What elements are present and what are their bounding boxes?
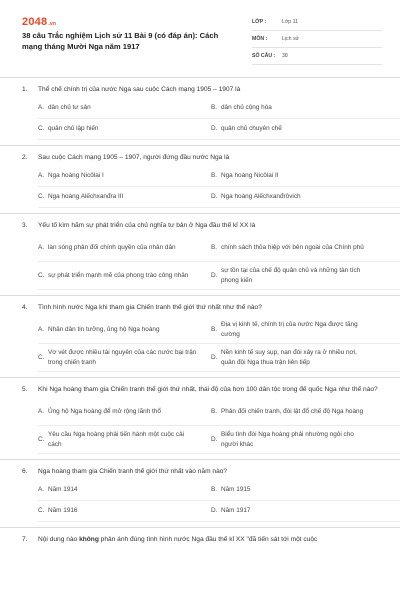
option-a[interactable] xyxy=(38,407,211,417)
answer-options xyxy=(38,234,400,290)
question-number: 6. xyxy=(22,468,28,475)
option-text: Ủng hộ Nga hoàng để mở rộng lãnh thổ xyxy=(48,407,161,415)
meta-row-subject xyxy=(252,31,382,48)
option-row xyxy=(38,166,400,187)
option-row xyxy=(38,398,400,426)
option-b[interactable] xyxy=(211,485,384,495)
option-letter: B. xyxy=(211,407,218,415)
question-body: Yếu tố kìm hãm sự phát triển của chủ nghĩa tư bản ở Nga đầu thế kỉ XX là xyxy=(38,222,256,229)
option-text: chính sách thỏa hiệp với bên ngoài của Chính phủ xyxy=(221,243,364,251)
meta-value: 38 xyxy=(282,53,288,59)
question-text xyxy=(22,150,400,163)
option-row xyxy=(38,119,400,140)
meta-row-class xyxy=(252,14,382,31)
answer-options xyxy=(38,398,400,454)
option-row xyxy=(38,426,400,454)
answer-options xyxy=(38,98,400,140)
question-7 xyxy=(0,528,400,545)
meta-key: LỚP : xyxy=(252,19,267,25)
option-c[interactable] xyxy=(38,506,211,516)
option-letter: D. xyxy=(211,125,218,133)
option-b[interactable] xyxy=(211,407,384,417)
option-text: Nga hoàng Nicôlai II xyxy=(221,172,279,180)
option-letter: A. xyxy=(38,172,45,180)
option-letter: D. xyxy=(211,193,218,201)
option-text: Nga hoàng Alếchxanđrôvich xyxy=(221,193,301,201)
option-letter: B. xyxy=(211,104,218,112)
option-text: quân chủ chuyên chế xyxy=(221,125,282,133)
option-letter: D. xyxy=(211,353,218,361)
question-4 xyxy=(0,296,400,378)
page-header xyxy=(0,0,400,68)
option-letter: A. xyxy=(38,486,45,494)
option-letter: C. xyxy=(38,125,45,133)
option-letter: C. xyxy=(38,271,45,279)
question-text xyxy=(22,82,400,95)
option-letter: D. xyxy=(211,271,218,279)
option-letter: B. xyxy=(211,486,218,494)
option-letter: B. xyxy=(211,243,218,251)
question-body: Nga hoàng tham gia Chiến tranh thế giới thứ nhất vào năm nào? xyxy=(38,468,228,475)
option-text: Vơ vét được nhiều tài nguyên của các nước bại trận trong chiến tranh xyxy=(48,349,197,366)
option-letter: D. xyxy=(211,435,218,443)
question-6 xyxy=(0,460,400,528)
option-text: sự tồn tại của chế độ quân chủ và những tàn tích phong kiến xyxy=(221,267,361,284)
option-letter: A. xyxy=(38,325,45,333)
option-text: Nga hoàng Alếchxanđra III xyxy=(48,193,124,201)
site-logo[interactable] xyxy=(22,15,56,29)
question-number: 1. xyxy=(22,86,28,93)
question-text xyxy=(22,300,400,313)
quiz-meta xyxy=(252,14,382,65)
answer-options xyxy=(38,166,400,208)
option-c[interactable] xyxy=(38,430,211,449)
question-text xyxy=(22,464,400,477)
option-a[interactable] xyxy=(38,485,211,495)
option-c[interactable] xyxy=(38,271,211,281)
option-text: dân chủ tư sản xyxy=(48,104,91,112)
question-list xyxy=(0,78,400,545)
option-text: Phản đối chiến tranh, đòi lật đổ chế độ Nga hoàng xyxy=(221,407,364,415)
option-a[interactable] xyxy=(38,325,211,335)
option-b[interactable] xyxy=(211,320,384,339)
option-row xyxy=(38,316,400,344)
option-d[interactable] xyxy=(211,192,384,202)
logo-text: 2048 xyxy=(22,16,48,28)
option-text: Nga hoàng Nicôlai I xyxy=(48,172,104,180)
option-text: Năm 1917 xyxy=(221,507,251,515)
option-b[interactable] xyxy=(211,243,384,253)
question-number: 7. xyxy=(22,536,28,543)
meta-key: SỐ CÂU : xyxy=(252,53,276,59)
option-letter: A. xyxy=(38,243,45,251)
option-text: dân chủ cộng hòa xyxy=(221,104,272,112)
answer-options xyxy=(38,480,400,522)
option-letter: A. xyxy=(38,104,45,112)
option-d[interactable] xyxy=(211,266,384,285)
option-c[interactable] xyxy=(38,124,211,134)
option-text: Nền kinh tế suy sụp, nạn đói xảy ra ở nhiều nơi, quân đội Nga thua trận liên tiếp xyxy=(221,349,357,366)
option-row xyxy=(38,501,400,522)
meta-key: MÔN : xyxy=(252,36,268,42)
option-letter: C. xyxy=(38,507,45,515)
option-row xyxy=(38,187,400,208)
question-body: Sau cuộc Cách mạng 1905 – 1907, người đứng đầu nước Nga là xyxy=(38,154,230,161)
option-row xyxy=(38,480,400,501)
option-text: Năm 1916 xyxy=(48,507,78,515)
question-text xyxy=(22,218,400,231)
answer-options xyxy=(38,316,400,372)
question-number: 2. xyxy=(22,154,28,161)
question-text-part: Nội dung nào xyxy=(38,536,80,543)
option-letter: D. xyxy=(211,507,218,515)
page-title: 38 câu Trắc nghiệm Lịch sử 11 Bài 9 (có đáp án): Cách mạng tháng Mười Nga năm 1917 xyxy=(22,31,219,51)
option-a[interactable] xyxy=(38,103,211,113)
option-row xyxy=(38,262,400,290)
question-body: Khi Nga hoàng tham gia Chiến tranh thế giới thứ nhất, thái độ của hơn 100 dân tộc trong đế quốc Nga như thế nào? xyxy=(38,386,378,393)
option-a[interactable] xyxy=(38,243,211,253)
question-number: 3. xyxy=(22,222,28,229)
option-text: Nhân dân tin tưởng, ủng hộ Nga hoàng xyxy=(48,325,160,333)
question-text-part: phản ánh đúng tình hình nước Nga đầu thế kỉ XX "đã tiến sát tới một cuộc xyxy=(98,536,318,543)
question-body: Thể chế chính trị của nước Nga sau cuộc Cách mạng 1905 – 1907 là xyxy=(38,86,241,93)
question-number: 4. xyxy=(22,304,28,311)
logo-suffix: .vn xyxy=(48,21,57,27)
option-row xyxy=(38,234,400,262)
meta-value: Lịch sử xyxy=(282,36,300,42)
question-5 xyxy=(0,378,400,460)
question-3 xyxy=(0,214,400,296)
option-text: sự phát triển mạnh mẽ của phong trào công nhân xyxy=(48,271,189,279)
option-letter: C. xyxy=(38,193,45,201)
meta-row-count xyxy=(252,48,382,65)
option-b[interactable] xyxy=(211,171,384,181)
question-text xyxy=(22,382,400,395)
option-row xyxy=(38,344,400,372)
option-text: Địa vị kinh tế, chính trị của nước Nga được tăng cường xyxy=(221,321,358,338)
question-2 xyxy=(0,146,400,214)
option-row xyxy=(38,98,400,119)
option-text: Năm 1915 xyxy=(221,486,251,494)
question-1 xyxy=(0,78,400,146)
option-d[interactable] xyxy=(211,124,384,134)
option-c[interactable] xyxy=(38,192,211,202)
option-d[interactable] xyxy=(211,348,384,367)
option-letter: B. xyxy=(211,325,218,333)
option-letter: A. xyxy=(38,407,45,415)
option-letter: B. xyxy=(211,172,218,180)
option-text: Biểu tình đòi Nga hoàng phải nhường ngôi cho người khác xyxy=(221,431,354,448)
option-c[interactable] xyxy=(38,348,211,367)
option-d[interactable] xyxy=(211,430,384,449)
option-text: Yêu cầu Nga hoàng phải tiến hành một cuộc cải cách xyxy=(48,431,185,448)
question-text xyxy=(22,532,400,545)
question-emphasis: không xyxy=(79,536,99,543)
option-text: Năm 1914 xyxy=(48,486,78,494)
question-body xyxy=(38,535,380,545)
option-text: làn sóng phản đối chính quyền của nhân dân xyxy=(48,243,176,251)
question-body: Tình hình nước Nga khi tham gia Chiến tranh thế giới thứ nhất như thế nào? xyxy=(38,304,262,311)
option-text: quân chủ lập hiến xyxy=(48,125,99,133)
option-letter: C. xyxy=(38,435,45,443)
option-b[interactable] xyxy=(211,103,384,113)
option-d[interactable] xyxy=(211,506,384,516)
option-letter: C. xyxy=(38,353,45,361)
option-a[interactable] xyxy=(38,171,211,181)
question-number: 5. xyxy=(22,386,28,393)
meta-value: Lớp 11 xyxy=(282,19,298,25)
